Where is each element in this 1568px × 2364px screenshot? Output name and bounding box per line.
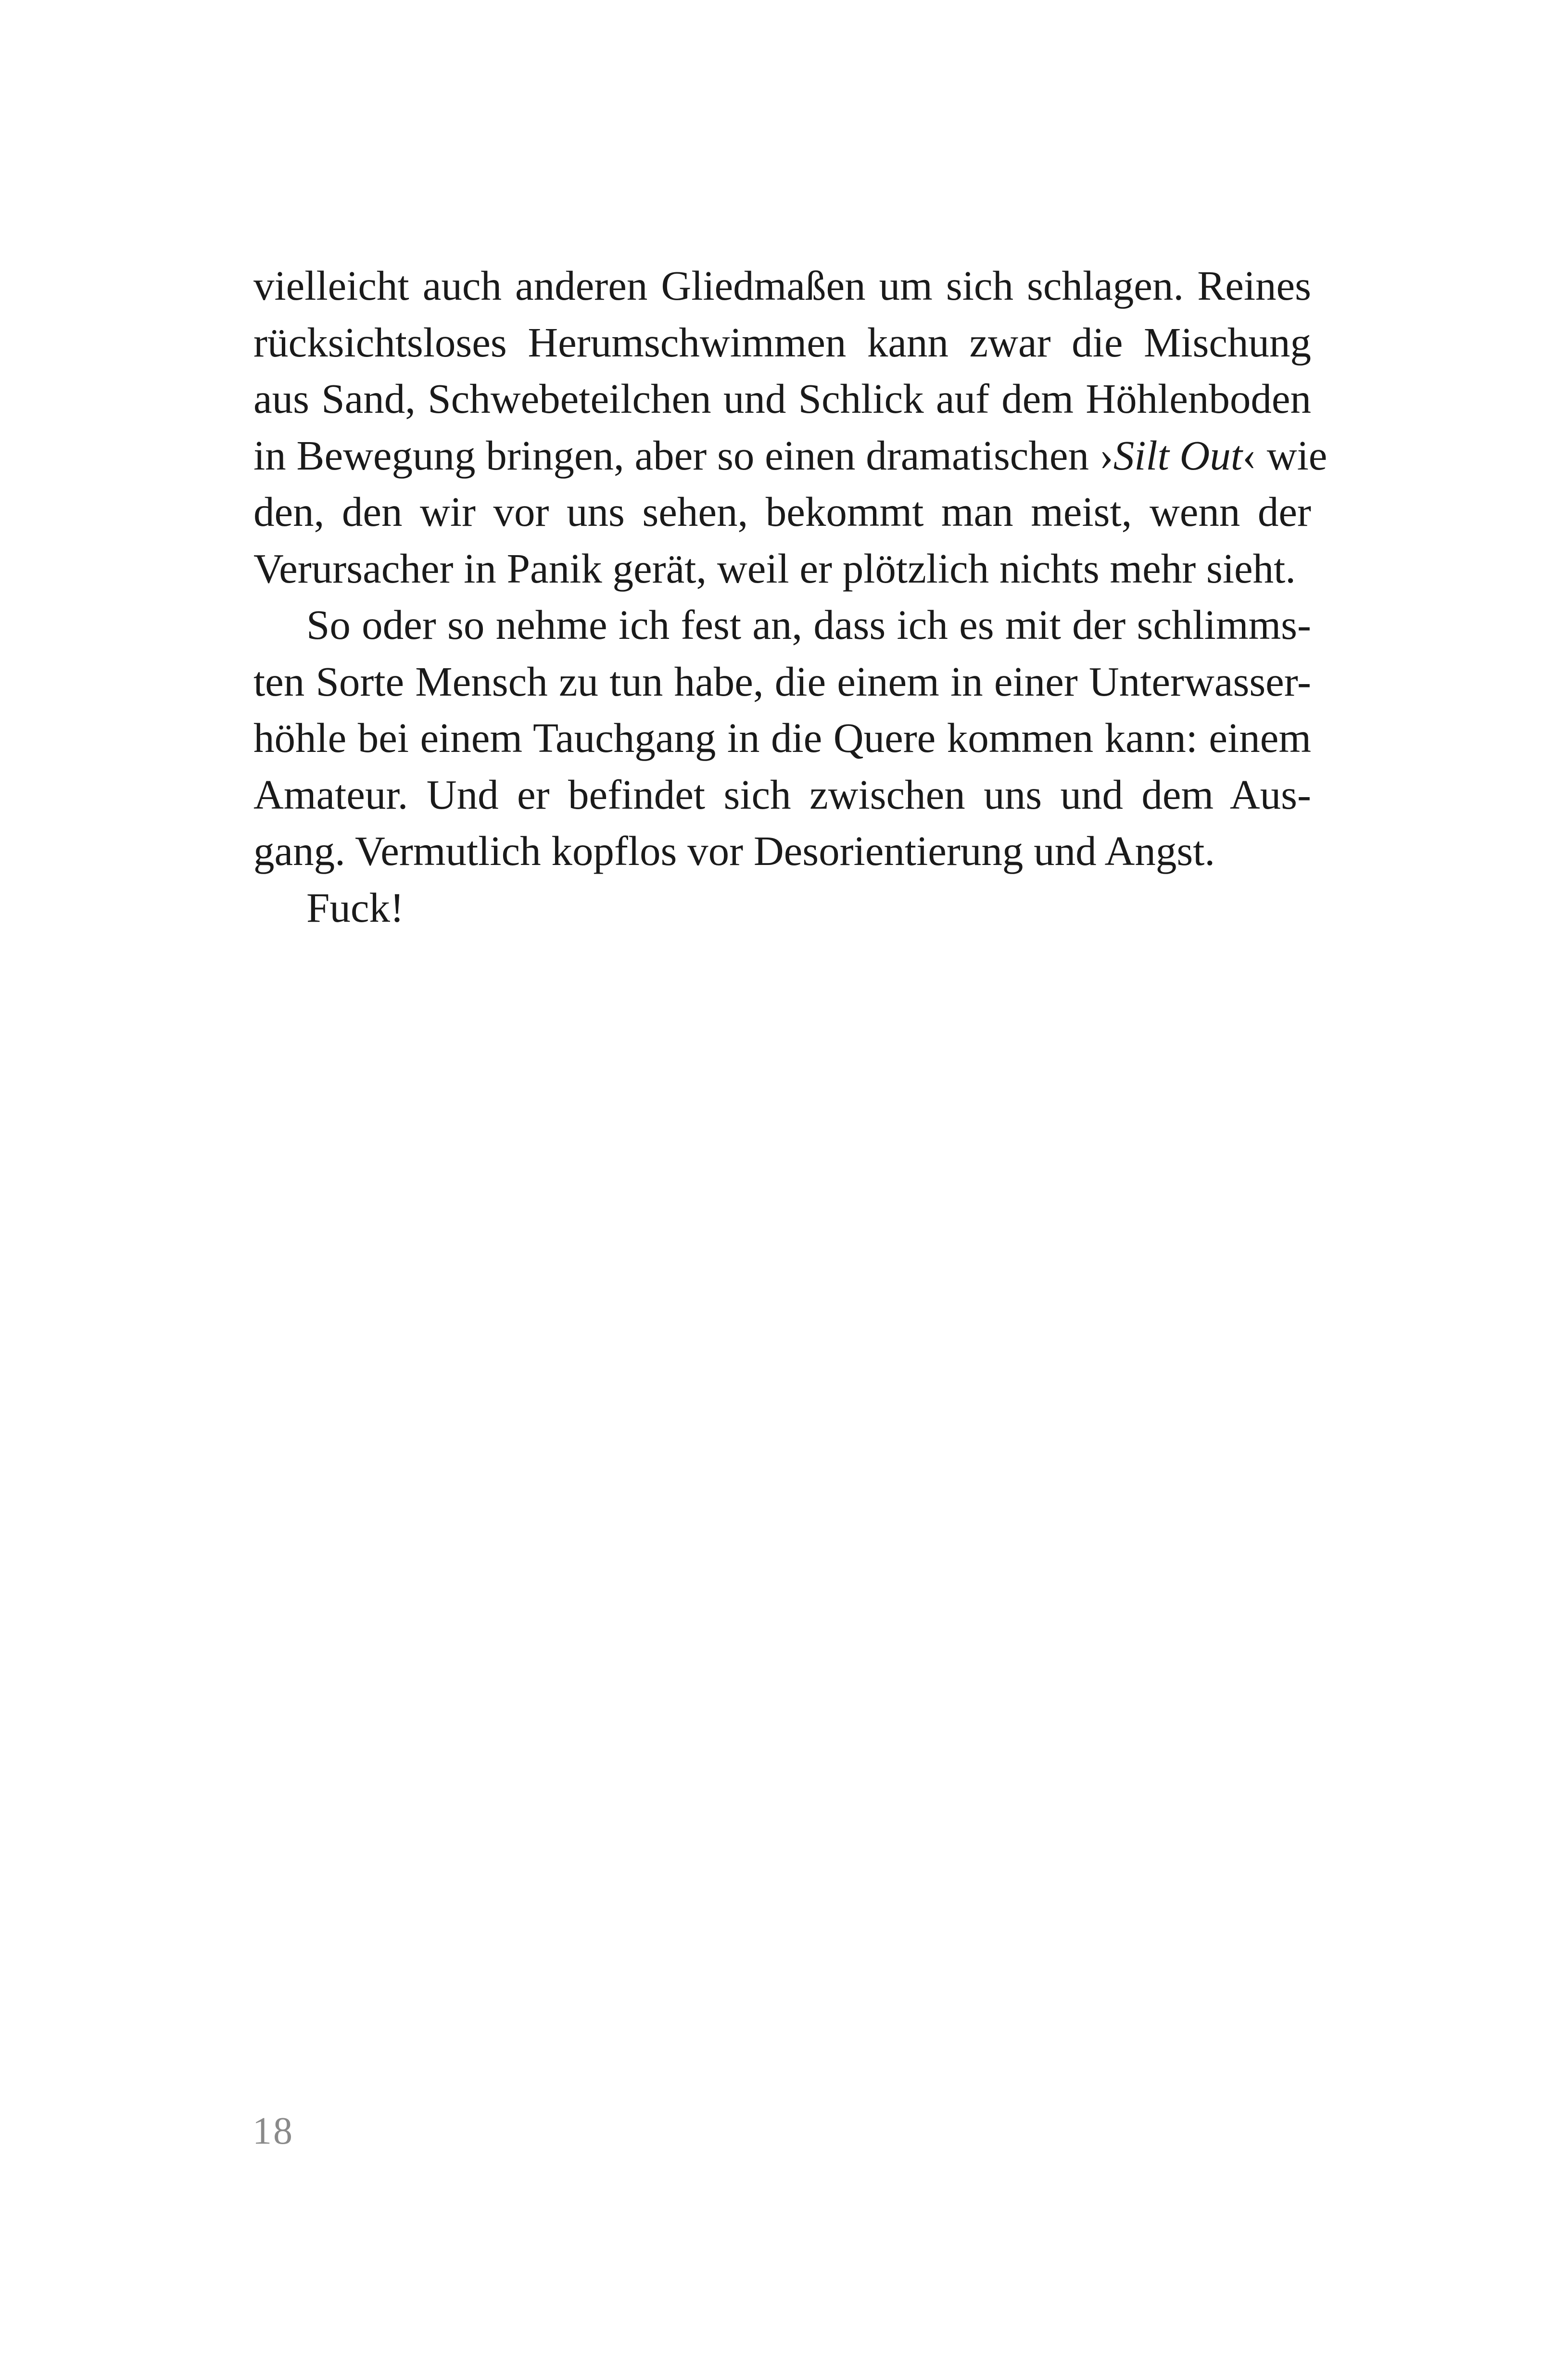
text-line: Verursacher in Panik gerät, weil er plötzlich nichts mehr sieht. [253,545,1296,592]
text-line: gang. Vermutlich kopflos vor Desorientierung und Angst. [253,827,1215,874]
text-line: rücksichtsloses Herumschwimmen kann zwar die Mischung [253,318,1311,366]
text-line: den, den wir vor uns sehen, bekommt man meist, wenn der [253,488,1311,535]
page-number: 18 [253,2110,294,2152]
text-segment: in Bewegung bringen, aber so einen dramatischen › [253,432,1113,479]
text-line: höhle bei einem Tauchgang in die Quere kommen kann: einem [253,714,1311,761]
text-line: aus Sand, Schwebeteilchen und Schlick auf dem Höhlenboden [253,375,1311,422]
text-line: So oder so nehme ich fest an, dass ich es mit der schlimms- [306,601,1311,648]
italic-term: Silt Out [1113,432,1243,479]
text-line: Amateur. Und er befindet sich zwischen uns und dem Aus- [253,771,1311,818]
text-segment: ‹ wie [1242,432,1328,479]
text-line: vielleicht auch anderen Gliedmaßen um sich schlagen. Reines [253,262,1311,309]
text-line [253,427,1328,484]
body-text [253,257,1328,936]
text-line: Fuck! [306,884,404,931]
text-line: ten Sorte Mensch zu tun habe, die einem in einer Unterwasser- [253,658,1311,705]
